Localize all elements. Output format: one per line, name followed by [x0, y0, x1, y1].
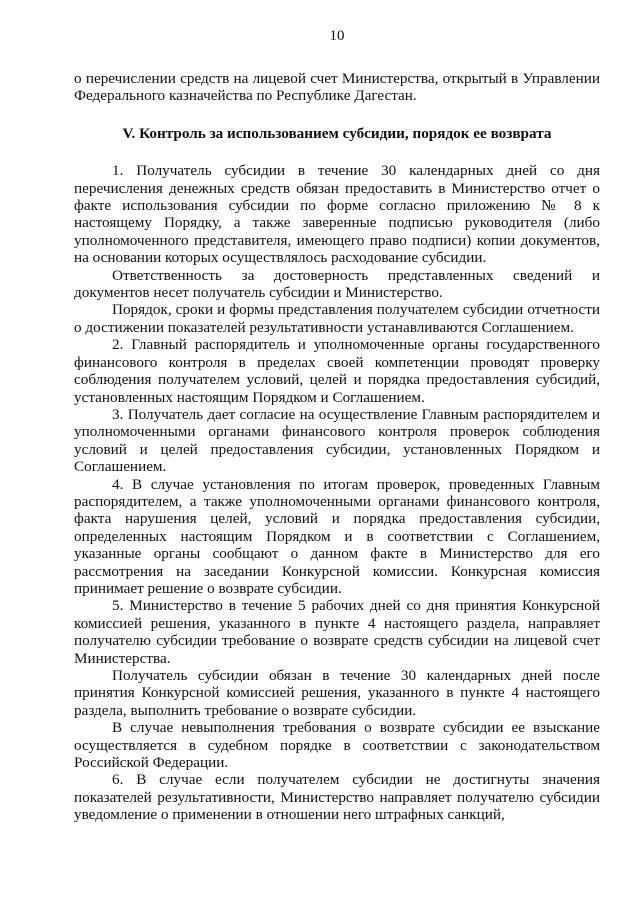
section-heading: V. Контроль за использованием субсидии, порядок ее возврата: [122, 124, 552, 142]
paragraph-responsibility: Ответственность за достоверность представленных сведений и документов несет получатель субсидии и Министерство.: [74, 266, 600, 302]
paragraph-return-obligation: Получатель субсидии обязан в течение 30 календарных дней после принятия Конкурсной комиссией решения, указанного в пункте 4 настоящего раздела, выполнить требование о возврате субсидии.: [74, 667, 600, 719]
paragraph-court-recovery: В случае невыполнения требования о возврате субсидии ее взыскание осуществляется в судебном порядке в соответствии с законодательством Российской Федерации.: [74, 719, 600, 772]
page-number: 10: [329, 28, 345, 44]
paragraph-1: 1. Получатель субсидии в течение 30 календарных дней со дня перечисления денежных средств обязан предоставить в Министерство отчет о факте использования субсидии по форме согласно приложению № 8 к настоящему Порядку, а также заверенные подписью руководителя (либо уполномоченного представителя, имеющего право подписи) копии документов, на основании которых осуществлялось расходование субсидии.: [74, 162, 600, 267]
paragraph-continuation: о перечислении средств на лицевой счет Министерства, открытый в Управлении Федерального казначейства по Республике Дагестан.: [74, 70, 600, 105]
paragraph-4: 4. В случае установления по итогам проверок, проведенных Главным распорядителем, а также уполномоченными органами финансового контроля, факта нарушения целей, условий и порядка предоставления субсидии, определенных настоящим Порядком и в соответствии с Соглашением, указанные органы сообщают о данном факте в Министерство для его рассмотрения на заседании Конкурсной комиссии. Конкурсная комиссия принимает решение о возврате субсидии.: [74, 475, 600, 597]
paragraph-6: 6. В случае если получателем субсидии не достигнуты значения показателей результативности, Министерство направляет получателю субсидии уведомление о применении в отношении него штрафных санкций,: [74, 771, 600, 824]
paragraph-reporting: Порядок, сроки и формы представления получателем субсидии отчетности о достижении показателей результативности устанавливаются Соглашением.: [74, 301, 600, 336]
document-body: [74, 70, 600, 824]
paragraph-2: 2. Главный распорядитель и уполномоченные органы государственного финансового контроля в пределах своей компетенции проводят проверку соблюдения получателем условий, целей и порядка предоставления субсидий, установленных настоящим Порядком и Соглашением.: [74, 336, 600, 406]
paragraph-5: 5. Министерство в течение 5 рабочих дней со дня принятия Конкурсной комиссией решения, указанного в пункте 4 настоящего раздела, направляет получателю субсидии требование о возврате средств субсидии на лицевой счет Министерства.: [74, 597, 600, 667]
paragraph-3: 3. Получатель дает согласие на осуществление Главным распорядителем и уполномоченными органами финансового контроля проверок соблюдения условий и целей предоставления субсидии, установленных Порядком и Соглашением.: [74, 405, 600, 476]
